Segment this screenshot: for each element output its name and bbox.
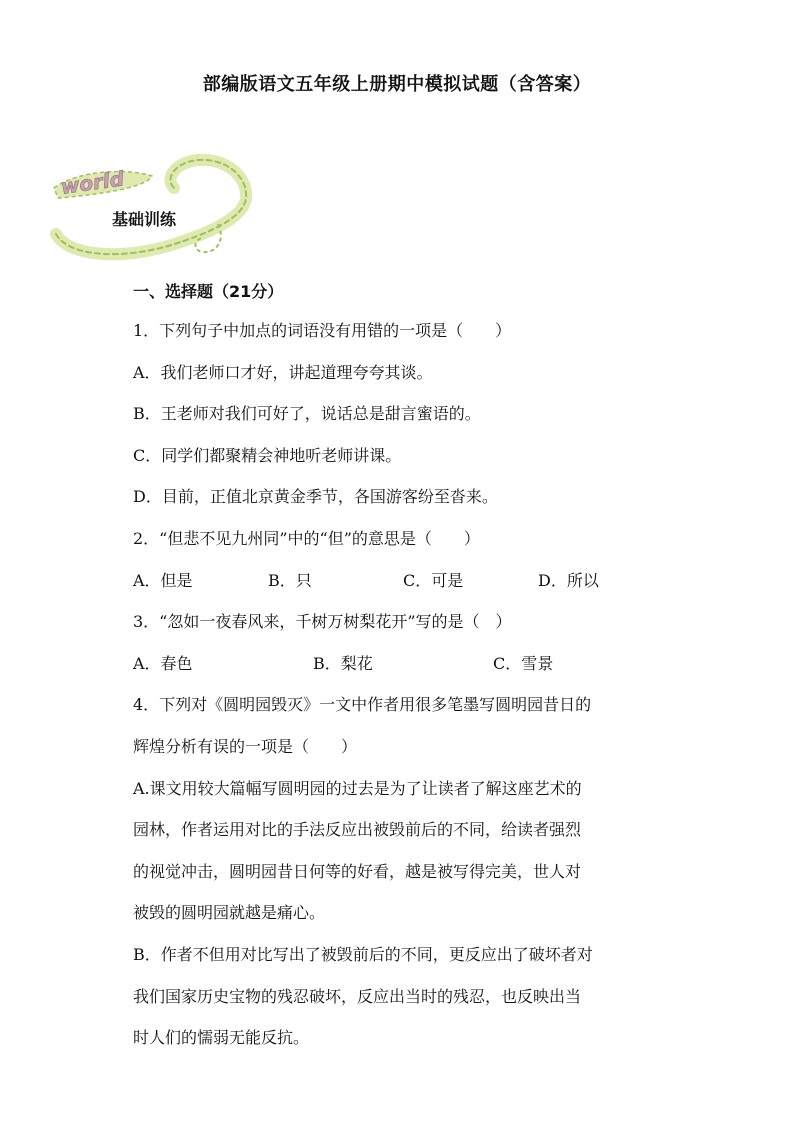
question-3-option-b: B．梨花	[313, 653, 373, 673]
question-1-stem: 1．下列句子中加点的词语没有用错的一项是（ ）	[133, 321, 512, 340]
question-2-option-d: D．所以	[538, 570, 599, 590]
question-4-option-a-line: 的视觉冲击，圆明园昔日何等的好看，越是被写得完美，世人对	[133, 861, 582, 881]
question-4-option-a-line: 被毁的圆明园就越是痛心。	[133, 903, 326, 923]
question-4-option-a-line: 园林，作者运用对比的手法反应出被毁前后的不同，给读者强烈	[133, 820, 582, 840]
question-2-option-a: A．但是	[133, 570, 193, 590]
question-1-option-c: C．同学们都聚精会神地听老师讲课。	[133, 445, 402, 465]
question-4-stem-line: 4．下列对《圆明园毁灭》一文中作者用很多笔墨写圆明园昔日的	[133, 695, 592, 715]
question-1-option-a: A．我们老师口才好，讲起道理夸夸其谈。	[133, 362, 433, 382]
question-3-stem: 3．“忽如一夜春风来，千树万树梨花开”写的是（ ）	[133, 612, 512, 632]
question-2-option-c: C．可是	[403, 570, 464, 590]
question-3-option-a: A．春色	[133, 653, 193, 673]
question-3-option-c: C．雪景	[493, 653, 554, 673]
question-list	[133, 310, 673, 1059]
question-4-option-a-line: A.课文用较大篇幅写圆明园的过去是为了让读者了解这座艺术的	[133, 778, 582, 798]
question-2-stem: 2．“但悲不见九州同”中的“但”的意思是（ ）	[133, 528, 480, 548]
question-4-option-b-line: 我们国家历史宝物的残忍破坏，反应出当时的残忍，也反映出当	[133, 986, 582, 1006]
question-4-option-b-line: 时人们的懦弱无能反抗。	[133, 1028, 310, 1048]
question-3-options	[133, 643, 673, 685]
question-4-stem-line: 辉煌分析有误的一项是（ ）	[133, 736, 358, 756]
question-1-option-d: D．目前，正值北京黄金季节，各国游客纷至沓来。	[133, 487, 498, 507]
badge-word: world	[59, 166, 126, 199]
question-4-option-b-line: B．作者不但用对比写出了被毁前后的不同，更反应出了破坏者对	[133, 944, 593, 964]
question-2-options	[133, 560, 673, 602]
question-1-option-b: B．王老师对我们可好了，说话总是甜言蜜语的。	[133, 404, 481, 424]
page-title: 部编版语文五年级上册期中模拟试题（含答案）	[202, 74, 592, 95]
section-badge-label: 基础训练	[112, 210, 177, 229]
section-heading: 一、选择题（21分）	[133, 282, 284, 301]
question-2-option-b: B．只	[268, 570, 312, 590]
